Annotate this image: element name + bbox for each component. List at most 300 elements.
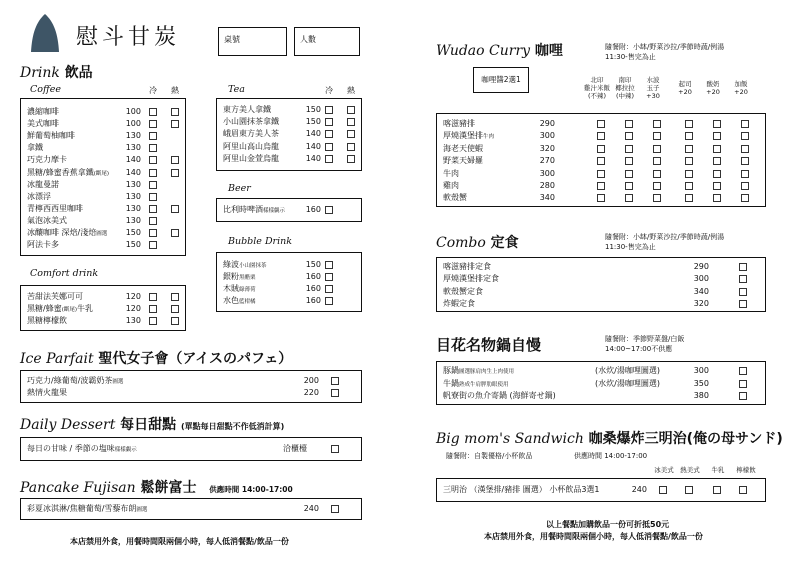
curry-column-header-line: +30	[646, 92, 660, 100]
bubble-subtitle: Bubble Drink	[228, 236, 293, 247]
checkbox[interactable]	[149, 144, 157, 152]
checkbox[interactable]	[325, 206, 333, 214]
checkbox[interactable]	[171, 293, 179, 301]
item-name: 冰釀咖啡 深焙/淺焙圖選	[27, 228, 108, 237]
coffee-cold-header: 冷	[149, 86, 157, 95]
checkbox[interactable]	[653, 182, 661, 190]
people-count-field[interactable]: 人數	[294, 27, 360, 56]
item-price: 350	[693, 378, 709, 388]
checkbox[interactable]	[325, 106, 333, 114]
curry-column-header-line: (中辣)	[615, 92, 635, 100]
curry-column-header	[610, 76, 640, 100]
item-name: 拿鐵	[27, 143, 43, 153]
menu-item-row	[217, 153, 361, 165]
checkbox[interactable]	[149, 169, 157, 177]
checkbox[interactable]	[739, 300, 747, 308]
item-name: 巧克力摩卡	[27, 155, 67, 165]
item-price: 150	[305, 105, 321, 114]
menu-item-row	[437, 118, 765, 130]
checkbox[interactable]	[325, 285, 333, 293]
table-number-field[interactable]: 桌號	[218, 27, 287, 56]
item-price: 100	[125, 119, 141, 129]
checkbox[interactable]	[741, 132, 749, 140]
curry-column-header-line: 北印	[590, 76, 604, 84]
checkbox[interactable]	[325, 118, 333, 126]
combo-meal-note: 隨餐附：小缽/野菜沙拉/季節時蔬/例湯	[605, 233, 725, 241]
drink-section-title: Drink 飲品	[20, 65, 93, 81]
menu-item-row	[217, 128, 361, 140]
bubble-menu-box	[216, 252, 362, 312]
checkbox[interactable]	[685, 120, 693, 128]
checkbox[interactable]	[171, 305, 179, 313]
checkbox[interactable]	[597, 182, 605, 190]
ice-parfait-title: Ice Parfait 聖代女子會（アイスのパフェ）	[20, 351, 293, 367]
checkbox[interactable]	[171, 229, 179, 237]
sandwich-title: Big mom's Sandwich 咖桑爆炸三明治(俺の母サンド)	[436, 431, 783, 447]
item-name: 黑糖檸檬飲	[27, 316, 67, 325]
item-price: 130	[125, 143, 141, 153]
menu-item-row	[437, 286, 765, 298]
checkbox[interactable]	[325, 155, 333, 163]
item-note: 小山園抹茶	[239, 263, 267, 269]
hotpot-title: 目花名物鍋自慢	[436, 336, 542, 354]
checkbox[interactable]	[347, 130, 355, 138]
checkbox[interactable]	[739, 486, 747, 494]
item-name: 阿里山高山烏龍	[223, 141, 279, 151]
item-name: 黑糖/蜂蜜香蕉拿鐵(斷尾)	[27, 167, 109, 177]
item-note: 樣樣覷示	[263, 208, 286, 214]
tea-hot-header: 熱	[347, 86, 355, 95]
curry-column-header-line: (不辣)	[587, 92, 607, 100]
checkbox[interactable]	[625, 170, 633, 178]
checkbox[interactable]	[149, 108, 157, 116]
checkbox[interactable]	[659, 486, 667, 494]
item-name: 美式咖啡	[27, 119, 59, 129]
curry-column-header-line: +20	[706, 88, 720, 96]
menu-item-row	[437, 130, 765, 142]
checkbox[interactable]	[325, 261, 333, 269]
checkbox[interactable]	[653, 145, 661, 153]
checkbox[interactable]	[739, 380, 747, 388]
checkbox[interactable]	[739, 263, 747, 271]
daily-dessert-box	[20, 437, 362, 461]
curry-column-header-line: 加飯	[734, 80, 748, 88]
item-price: 300	[693, 274, 709, 284]
item-price: 300	[539, 131, 555, 141]
checkbox[interactable]	[325, 273, 333, 281]
brand-name: 慰斗甘炭	[76, 25, 181, 50]
checkbox[interactable]	[149, 217, 157, 225]
item-price: 130	[125, 215, 141, 225]
item-price: 150	[125, 240, 141, 250]
item-price: 洽櫃檯	[283, 444, 307, 453]
item-note: 圖選	[136, 507, 148, 513]
item-name: 冰龍曼諾	[27, 179, 59, 189]
checkbox[interactable]	[149, 305, 157, 313]
item-price: 120	[125, 304, 141, 313]
tea-cold-header: 冷	[325, 86, 333, 95]
item-price: 160	[305, 296, 321, 305]
item-price: 280	[539, 181, 555, 190]
item-price: 120	[125, 292, 141, 301]
checkbox[interactable]	[171, 317, 179, 325]
item-name: 野菜天婦羅	[443, 156, 483, 166]
item-price: 140	[125, 155, 141, 165]
menu-item-row	[21, 191, 185, 203]
item-name: 厚燒漢堡排定食	[443, 274, 499, 284]
menu-item-row	[21, 118, 185, 130]
curry-sauce-count-box: 咖哩醬2選1	[473, 67, 529, 93]
checkbox[interactable]	[713, 170, 721, 178]
curry-column-header	[698, 80, 728, 96]
checkbox[interactable]	[685, 182, 693, 190]
item-name: 帆寮街の魚介寄鍋 (海鮮寄せ鍋)	[443, 391, 556, 401]
checkbox[interactable]	[713, 182, 721, 190]
checkbox[interactable]	[325, 143, 333, 151]
checkbox[interactable]	[171, 120, 179, 128]
item-name: 軟殼蟹定食	[443, 286, 483, 296]
checkbox[interactable]	[685, 132, 693, 140]
menu-item-row	[217, 116, 361, 128]
checkbox[interactable]	[171, 205, 179, 213]
menu-item-row	[21, 154, 185, 166]
beer-subtitle: Beer	[228, 183, 251, 194]
item-name: 軟殼蟹	[443, 193, 467, 203]
combo-time-note: 11:30-售完為止	[605, 243, 656, 251]
item-price: 100	[125, 107, 141, 116]
item-note: 藍柑橘	[239, 299, 256, 305]
menu-item-row	[21, 179, 185, 191]
item-name: 冰漂浮	[27, 191, 51, 201]
sandwich-column-header: 牛乳	[711, 466, 725, 474]
menu-item-row	[437, 168, 765, 180]
checkbox[interactable]	[597, 120, 605, 128]
sandwich-time-note: 供應時間 14:00-17:00	[574, 452, 648, 460]
menu-item-row	[21, 227, 185, 239]
checkbox[interactable]	[331, 377, 339, 385]
coffee-menu-box	[20, 98, 186, 256]
item-name: 牛肉	[443, 168, 459, 178]
item-note: 熟成牛肩胛肋眼使用	[459, 381, 509, 388]
sandwich-column-header: 冰美式	[654, 466, 674, 474]
checkbox[interactable]	[149, 241, 157, 249]
menu-item-row	[437, 378, 765, 390]
checkbox[interactable]	[713, 132, 721, 140]
item-name: 豚鍋圖選豚肩肉生上肉使用	[443, 366, 515, 375]
item-note: 黑醋栗	[239, 275, 256, 281]
curry-column-header	[638, 76, 668, 100]
item-price: 340	[693, 286, 709, 296]
checkbox[interactable]	[149, 293, 157, 301]
menu-item-row	[217, 141, 361, 153]
checkbox[interactable]	[685, 170, 693, 178]
menu-item-row	[21, 503, 361, 515]
curry-column-header-line: 水波	[646, 76, 660, 84]
item-price: 290	[693, 262, 709, 271]
item-price: 150	[125, 228, 141, 237]
item-name: 喀滋豬排定食	[443, 262, 491, 271]
checkbox[interactable]	[171, 156, 179, 164]
checkbox[interactable]	[741, 170, 749, 178]
checkbox[interactable]	[739, 367, 747, 375]
item-name: 鮮葡萄柚咖啡	[27, 131, 75, 141]
pancake-title: Pancake Fujisan 鬆餅富士 供應時間 14:00-17:00	[20, 480, 293, 496]
item-price: 150	[305, 117, 321, 127]
menu-item-row	[217, 204, 361, 216]
item-price: 160	[305, 205, 321, 214]
menu-item-row	[437, 155, 765, 167]
item-name: 苦甜法芙娜可可	[27, 292, 83, 301]
checkbox[interactable]	[685, 145, 693, 153]
item-name: 東方美人拿鐵	[223, 105, 271, 114]
menu-item-row	[437, 365, 765, 377]
item-price: 140	[305, 129, 321, 139]
curry-column-header-line: 南印	[618, 76, 632, 84]
item-price: 240	[303, 504, 319, 513]
item-price: 340	[539, 193, 555, 203]
daily-dessert-title: Daily Dessert 每日甜點 (單點每日甜點不作低消計算)	[20, 417, 285, 433]
checkbox[interactable]	[347, 118, 355, 126]
checkbox[interactable]	[625, 182, 633, 190]
checkbox[interactable]	[325, 297, 333, 305]
menu-item-row	[21, 315, 185, 327]
checkbox[interactable]	[739, 288, 747, 296]
item-name: 炸蝦定食	[443, 299, 475, 309]
item-note: (斷尾)	[61, 307, 77, 313]
checkbox[interactable]	[625, 132, 633, 140]
coffee-hot-header: 熱	[171, 86, 179, 95]
checkbox[interactable]	[625, 145, 633, 153]
curry-column-header-line: 起司	[678, 80, 692, 88]
comfort-subtitle: Comfort drink	[30, 268, 99, 279]
item-name: 熱情火龍果	[27, 388, 67, 397]
item-price: 130	[125, 316, 141, 325]
menu-item-row	[217, 295, 361, 307]
checkbox[interactable]	[149, 205, 157, 213]
checkbox[interactable]	[653, 120, 661, 128]
checkbox[interactable]	[685, 157, 693, 165]
item-name: 彩夏冰淇淋/焦糖葡萄/雪藜布朗圖選	[27, 504, 148, 513]
checkbox[interactable]	[347, 106, 355, 114]
checkbox[interactable]	[597, 170, 605, 178]
beer-menu-box	[216, 198, 362, 222]
daily-dessert-note: (單點每日甜點不作低消計算)	[180, 422, 285, 431]
item-name: 阿法卡多	[27, 240, 59, 250]
checkbox[interactable]	[713, 145, 721, 153]
bell-logo-icon	[28, 12, 62, 56]
item-price: 300	[539, 168, 555, 178]
item-option: (水炊/湯咖哩圖選)	[595, 378, 660, 388]
checkbox[interactable]	[739, 392, 747, 400]
menu-item-row	[217, 271, 361, 283]
item-note: 圖選	[96, 231, 108, 237]
item-note: 圖選豚肩肉生上肉使用	[459, 369, 515, 375]
menu-item-row	[437, 192, 765, 204]
menu-item-row	[21, 142, 185, 154]
item-note: 綠薄荷	[239, 287, 256, 293]
item-name: 峨眉東方美人茶	[223, 129, 279, 139]
menu-item-row	[21, 387, 361, 399]
curry-column-header-line: 椰拉拉	[615, 84, 635, 92]
checkbox[interactable]	[331, 445, 339, 453]
menu-item-row	[217, 259, 361, 271]
item-price: 220	[303, 388, 319, 397]
item-note: 樣樣覷示	[114, 447, 137, 453]
checkbox[interactable]	[149, 193, 157, 201]
checkbox[interactable]	[625, 194, 633, 202]
item-price: 300	[693, 366, 709, 375]
menu-item-row	[437, 273, 765, 285]
checkbox[interactable]	[713, 486, 721, 494]
left-footer: 本店禁用外食，用餐時間限兩個小時，每人低消餐點/飲品一份	[70, 537, 289, 546]
checkbox[interactable]	[739, 275, 747, 283]
item-price: 200	[303, 376, 319, 385]
checkbox[interactable]	[625, 157, 633, 165]
item-price: 240	[631, 485, 647, 494]
checkbox[interactable]	[597, 145, 605, 153]
checkbox[interactable]	[653, 194, 661, 202]
item-price: 270	[539, 156, 555, 166]
menu-item-row	[21, 203, 185, 215]
item-name: 小山園抹茶拿鐵	[223, 117, 279, 127]
item-name: 阿里山金萱烏龍	[223, 153, 279, 163]
item-name: 青檸西西里咖啡	[27, 203, 83, 213]
item-name: 厚燒漢堡排牛肉	[443, 131, 495, 141]
curry-column-header	[670, 80, 700, 96]
menu-item-row	[21, 215, 185, 227]
checkbox[interactable]	[347, 155, 355, 163]
combo-title: Combo 定食	[436, 235, 519, 251]
checkbox[interactable]	[149, 181, 157, 189]
checkbox[interactable]	[149, 156, 157, 164]
item-price: 140	[305, 153, 321, 163]
checkbox[interactable]	[597, 157, 605, 165]
checkbox[interactable]	[331, 389, 339, 397]
item-name: 牛鍋熟成牛肩胛肋眼使用	[443, 378, 509, 388]
checkbox[interactable]	[331, 505, 339, 513]
checkbox[interactable]	[149, 317, 157, 325]
item-price: 320	[693, 299, 709, 309]
menu-item-row	[21, 375, 361, 387]
checkbox[interactable]	[171, 108, 179, 116]
checkbox[interactable]	[685, 486, 693, 494]
item-name: 氣泡冰美式	[27, 215, 67, 225]
checkbox[interactable]	[741, 120, 749, 128]
item-price: 290	[539, 119, 555, 128]
item-name: 喀滋豬排	[443, 119, 475, 128]
checkbox[interactable]	[149, 229, 157, 237]
item-name: 雞肉	[443, 181, 459, 190]
curry-column-header-line: 玉子	[646, 84, 660, 92]
checkbox[interactable]	[741, 145, 749, 153]
checkbox[interactable]	[741, 182, 749, 190]
item-price: 320	[539, 143, 555, 153]
sandwich-menu-box	[436, 478, 766, 502]
checkbox[interactable]	[741, 194, 749, 202]
checkbox[interactable]	[713, 120, 721, 128]
checkbox[interactable]	[713, 157, 721, 165]
curry-column-header-line: +20	[678, 88, 692, 96]
checkbox[interactable]	[149, 120, 157, 128]
menu-item-row	[21, 167, 185, 179]
ice-parfait-box	[20, 370, 362, 403]
menu-item-row	[437, 390, 765, 402]
checkbox[interactable]	[713, 194, 721, 202]
checkbox[interactable]	[325, 130, 333, 138]
pancake-hours: 供應時間 14:00-17:00	[209, 485, 293, 494]
item-name: 三明治 （漢堡排/豬排 圖選） 小杯飲品3選1	[443, 485, 600, 494]
curry-time-note: 11:30-售完為止	[605, 53, 656, 61]
item-note: 圖選	[112, 379, 124, 385]
tea-subtitle: Tea	[228, 84, 245, 95]
menu-item-row	[437, 143, 765, 155]
curry-menu-box	[436, 113, 766, 207]
sandwich-column-header: 檸檬飲	[736, 466, 756, 474]
curry-column-header-line: +20	[734, 88, 748, 96]
item-name: 綠波小山園抹茶	[223, 260, 267, 269]
checkbox[interactable]	[685, 194, 693, 202]
checkbox[interactable]	[149, 132, 157, 140]
menu-item-row	[437, 180, 765, 192]
curry-meal-note: 隨餐附：小缽/野菜沙拉/季節時蔬/例湯	[605, 43, 725, 51]
item-name: 巧克力/綠葡萄/波霸奶茶圖選	[27, 376, 124, 385]
menu-item-row	[21, 106, 185, 118]
checkbox[interactable]	[653, 157, 661, 165]
curry-column-header-line: 雞汁米飯	[584, 84, 610, 92]
item-name: 海老天使蝦	[443, 143, 483, 153]
checkbox[interactable]	[171, 169, 179, 177]
curry-title: Wudao Curry 咖哩	[436, 43, 563, 59]
curry-column-header-line: 酸奶	[706, 80, 720, 88]
tea-menu-box	[216, 98, 362, 171]
item-price: 130	[125, 179, 141, 189]
checkbox[interactable]	[625, 120, 633, 128]
checkbox[interactable]	[597, 132, 605, 140]
item-price: 150	[305, 260, 321, 269]
item-name: 比利時啤酒樣樣覷示	[223, 205, 286, 214]
checkbox[interactable]	[597, 194, 605, 202]
checkbox[interactable]	[653, 170, 661, 178]
menu-item-row	[437, 261, 765, 273]
item-note: 牛肉	[483, 134, 495, 141]
checkbox[interactable]	[347, 143, 355, 151]
sandwich-column-header: 熱美式	[680, 466, 700, 474]
menu-item-row	[21, 443, 361, 455]
pancake-box	[20, 498, 362, 520]
item-price: 380	[693, 391, 709, 401]
item-name: 黑糖/蜂蜜(斷尾)牛乳	[27, 304, 93, 313]
sandwich-meal-note: 隨餐附：自製優格/小杯飲品	[446, 452, 533, 460]
item-name: 木賊綠薄荷	[223, 284, 256, 293]
right-footer-line2: 本店禁用外食，用餐時間限兩個小時，每人低消餐點/飲品一份	[484, 532, 703, 541]
item-name: 每日の甘味 / 季節の塩味樣樣覷示	[27, 444, 137, 453]
hotpot-time-note: 14:00~17:00不供應	[605, 345, 673, 353]
item-name: 銀粉黑醋栗	[223, 272, 256, 281]
menu-item-row	[437, 484, 765, 496]
item-note: (斷尾)	[93, 170, 109, 177]
item-price: 130	[125, 203, 141, 213]
comfort-menu-box	[20, 285, 186, 331]
item-price: 160	[305, 272, 321, 281]
item-price: 140	[305, 141, 321, 151]
item-price: 130	[125, 131, 141, 141]
item-price: 140	[125, 167, 141, 177]
item-price: 160	[305, 284, 321, 293]
hotpot-meal-note: 隨餐附：季節野菜盤/白飯	[605, 335, 685, 343]
coffee-subtitle: Coffee	[30, 84, 61, 95]
checkbox[interactable]	[653, 132, 661, 140]
checkbox[interactable]	[741, 157, 749, 165]
